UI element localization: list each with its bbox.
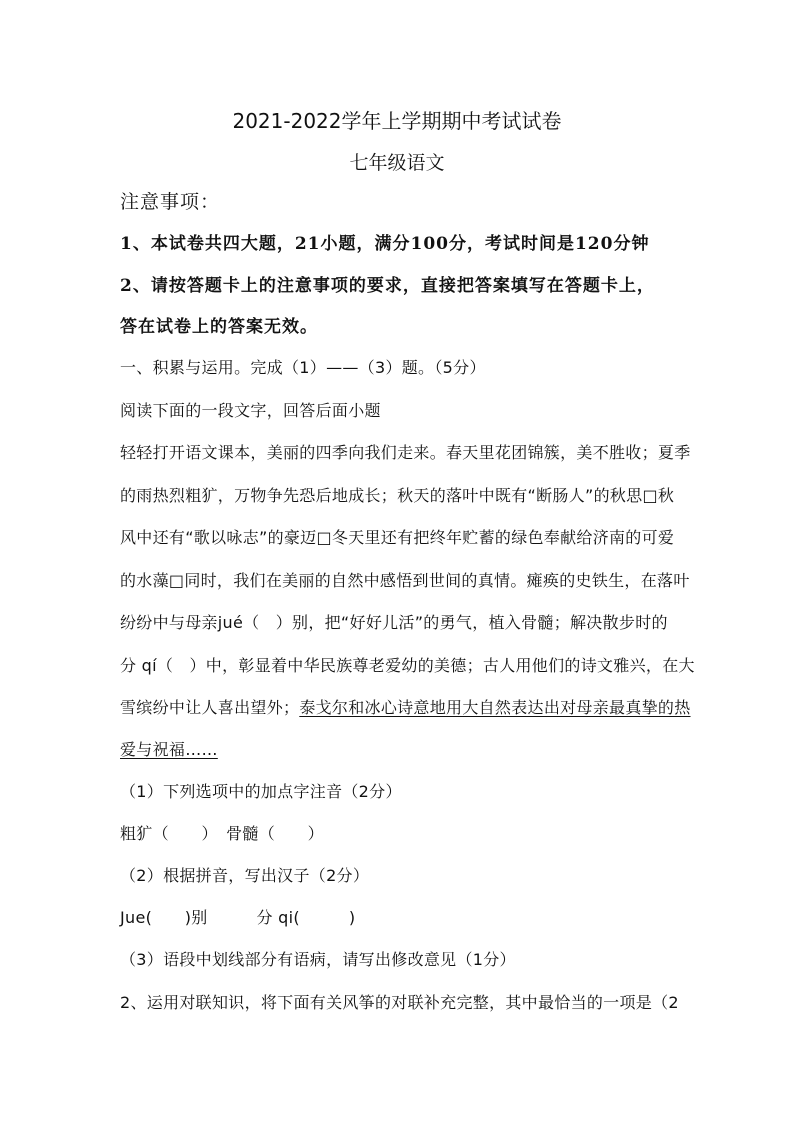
passage-line: 轻轻打开语文课本，美丽的四季向我们走来。春天里花团锦簇，美不胜收；夏季 <box>120 443 691 462</box>
section1-instruction: 阅读下面的一段文字，回答后面小题 <box>120 401 381 420</box>
passage-line <box>120 740 218 760</box>
passage-line: 的水藻□同时，我们在美丽的自然中感悟到世间的真情。瘫痪的史铁生，在落叶 <box>120 571 690 590</box>
passage-line: 纷纷中与母亲jué（ ）别，把“好好儿活”的勇气，植入骨髓；解决散步时的 <box>120 613 668 632</box>
notice-item-2-line-1: 2、请按答题卡上的注意事项的要求，直接把答案填写在答题卡上， <box>120 276 655 296</box>
question-1: （1）下列选项中的加点字注音（2分） <box>120 782 402 801</box>
page-subtitle: 七年级语文 <box>349 152 445 174</box>
underlined-sentence-end: 爱与祝福…… <box>120 740 218 759</box>
passage-line <box>120 698 691 718</box>
page-title: 2021-2022学年上学期期中考试试卷 <box>232 109 562 133</box>
notice-heading: 注意事项： <box>120 191 221 213</box>
passage-line: 分 qí（ ）中，彰显着中华民族尊老爱幼的美德；古人用他们的诗文雅兴，在大 <box>120 656 695 675</box>
question-1-answer: 粗犷（ ） 骨髓（ ） <box>120 824 324 843</box>
passage-line: 的雨热烈粗犷，万物争先恐后地成长；秋天的落叶中既有“断肠人”的秋思□秋 <box>120 486 675 505</box>
notice-item-1: 1、本试卷共四大题，21小题，满分100分，考试时间是120分钟 <box>120 234 650 254</box>
section1-heading: 一、积累与运用。完成（1）——（3）题。（5分） <box>120 358 486 377</box>
notice-item-2-line-2: 答在试卷上的答案无效。 <box>120 317 318 337</box>
question-2-answer: Jue( )别 分 qi( ) <box>120 908 356 927</box>
underlined-sentence: 泰戈尔和冰心诗意地用大自然表达出对母亲最真挚的热 <box>299 698 691 717</box>
passage-line: 风中还有“歌以咏志”的豪迈□冬天里还有把终年贮蓄的绿色奉献给济南的可爱 <box>120 528 675 547</box>
passage-plain-text: 雪缤纷中让人喜出望外； <box>120 698 300 717</box>
question-2: （2）根据拼音，写出汉子（2分） <box>120 866 370 885</box>
question-3: （3）语段中划线部分有语病，请写出修改意见（1分） <box>120 950 516 969</box>
section2-question: 2、运用对联知识，将下面有关风筝的对联补充完整，其中最恰当的一项是（2 <box>120 993 679 1012</box>
